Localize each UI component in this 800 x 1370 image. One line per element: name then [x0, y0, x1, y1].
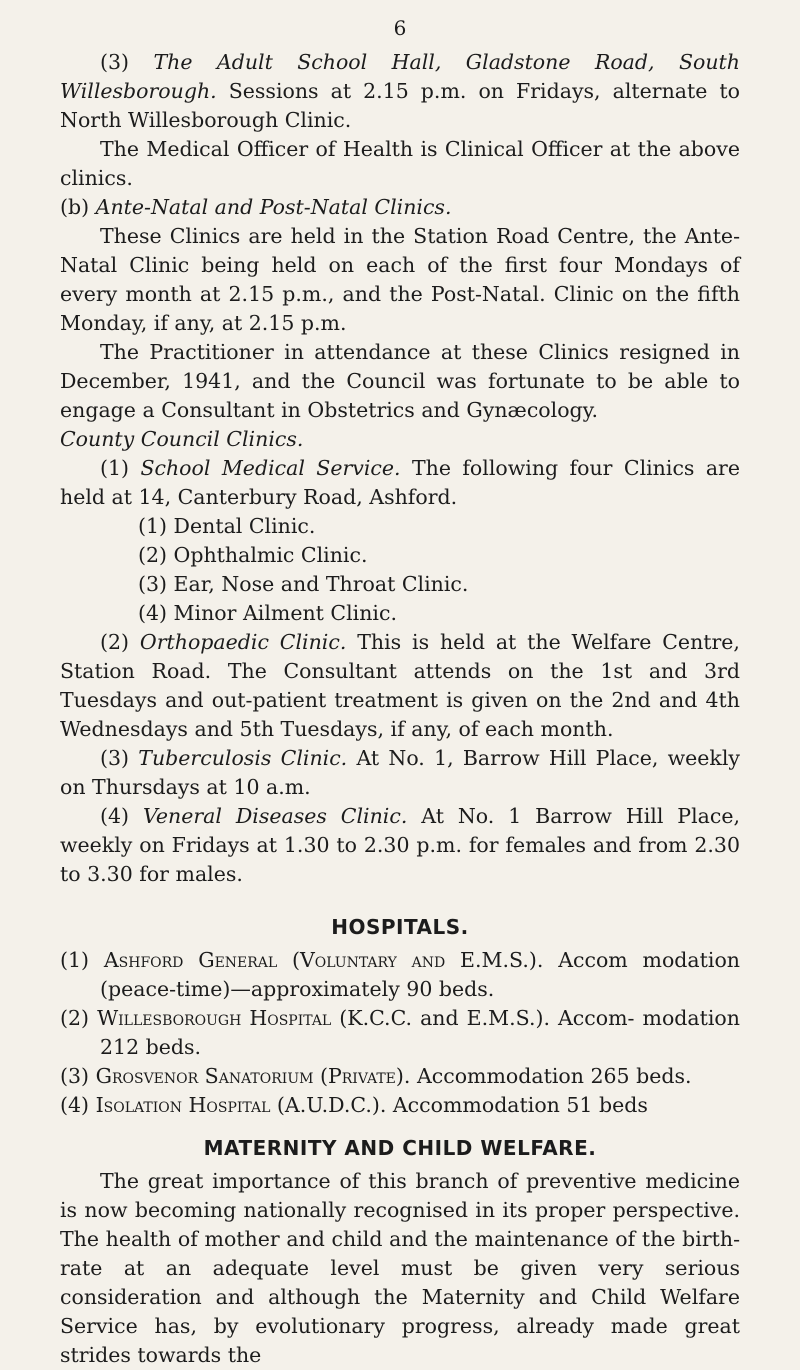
ante-natal-paragraph: These Clinics are held in the Station Road Centre, the Ante-Natal Clinic being held on each of the first four Mondays of every month at 2.15 p.m., and the Post-Natal. Clinic on the fifth Monday, if any, at 2.15 p.m. [60, 224, 740, 335]
item-label: (4) [60, 1093, 90, 1117]
item-label: (3) [60, 1064, 90, 1088]
medical-officer-paragraph: The Medical Officer of Health is Clinical Officer at the above clinics. [60, 137, 740, 190]
hospital-description: (A.U.D.C.). Accommodation 51 beds [276, 1093, 648, 1117]
veneral-diseases-paragraph [60, 802, 740, 889]
hospital-name: Willesborough Hospital [97, 1006, 332, 1030]
item-label: (1) [100, 456, 130, 480]
hospital-item [60, 1004, 740, 1062]
practitioner-paragraph: The Practitioner in attendance at these Clinics resigned in December, 1941, and the Council was fortunate to be able to engage a Consultant in Obstetrics and Gynæcology. [60, 340, 740, 422]
clinic-title: Tuberculosis Clinic. [138, 746, 348, 770]
page-number: 6 [393, 16, 407, 40]
sub-item: (1) Dental Clinic. [138, 514, 316, 538]
tuberculosis-paragraph [60, 744, 740, 802]
item-label: (3) [100, 50, 130, 74]
clinic-description: The following four Clinics are held at 14, Canterbury Road, Ashford. [60, 456, 740, 509]
hospital-name: Grosvenor Sanatorium (Private). [95, 1064, 411, 1088]
clinic-title: Veneral Diseases Clinic. [142, 804, 408, 828]
maternity-paragraph: The great importance of this branch of preventive medicine is now becoming nationally recognised in its proper perspective. The health of mother and child and the maintenance of the birth-rate at an adequate level must be given very serious consideration and although the Maternity and Child Welfare Service has, by evolutionary progress, already made great strides towards the [60, 1169, 740, 1367]
hospital-description: Accommodation 265 beds. [416, 1064, 692, 1088]
hospital-description: Accom modation (peace-time)—approximately 90 beds. [100, 948, 740, 1001]
clinic-description: At No. 1 Barrow Hill Place, weekly on Fridays at 1.30 to 2.30 p.m. for females and from 2.30 to 3.30 for males. [60, 804, 741, 886]
section-label: (b) [60, 195, 90, 219]
maternity-heading: MATERNITY AND CHILD WELFARE. [203, 1136, 597, 1160]
county-council-heading [60, 425, 740, 454]
hospital-item [60, 1091, 740, 1120]
item-label: (1) [60, 948, 90, 972]
clinic-description: At No. 1, Barrow Hill Place, weekly on Thursdays at 10 a.m. [60, 746, 740, 799]
clinic-title: The Adult School Hall, [153, 50, 442, 74]
item-label: (4) [100, 804, 130, 828]
clinic-title-location: Gladstone Road, South Willesborough. [60, 50, 740, 103]
sub-item: (4) Minor Ailment Clinic. [138, 601, 397, 625]
clinic-title: Orthopaedic Clinic. [139, 630, 347, 654]
section-title: Ante-Natal and Post-Natal Clinics. [95, 195, 452, 219]
hospitals-heading: HOSPITALS. [331, 915, 469, 939]
item-label: (2) [100, 630, 130, 654]
item-label: (3) [100, 746, 130, 770]
orthopaedic-paragraph [60, 628, 740, 744]
clinic-description: This is held at the Welfare Centre, Station Road. The Consultant attends on the 1st and 3rd Tuesdays and out-patient treatment is given on the 2nd and 4th Wednesdays and 5th Tuesdays, if any, of each month. [60, 630, 740, 741]
hospital-name: Isolation Hospital [95, 1093, 271, 1117]
section-title: County Council Clinics. [60, 427, 304, 451]
page-body [60, 48, 740, 1370]
hospital-item [60, 1062, 740, 1091]
sub-item: (2) Ophthalmic Clinic. [138, 543, 368, 567]
school-medical-paragraph [60, 454, 740, 512]
hospital-name: Ashford General (Voluntary and E.M.S.). [103, 948, 544, 972]
hospital-description: (K.C.C. and E.M.S.). Accom- modation 212 beds. [100, 1006, 740, 1059]
section-b-heading [60, 193, 740, 222]
item-label: (2) [60, 1006, 90, 1030]
clinic-description: Sessions at 2.15 p.m. on Fridays, alternate to North Willesborough Clinic. [60, 79, 740, 132]
sub-item: (3) Ear, Nose and Throat Clinic. [138, 572, 469, 596]
hospital-item [60, 946, 740, 1004]
adult-school-hall-paragraph [60, 48, 740, 135]
clinic-title: School Medical Service. [140, 456, 401, 480]
